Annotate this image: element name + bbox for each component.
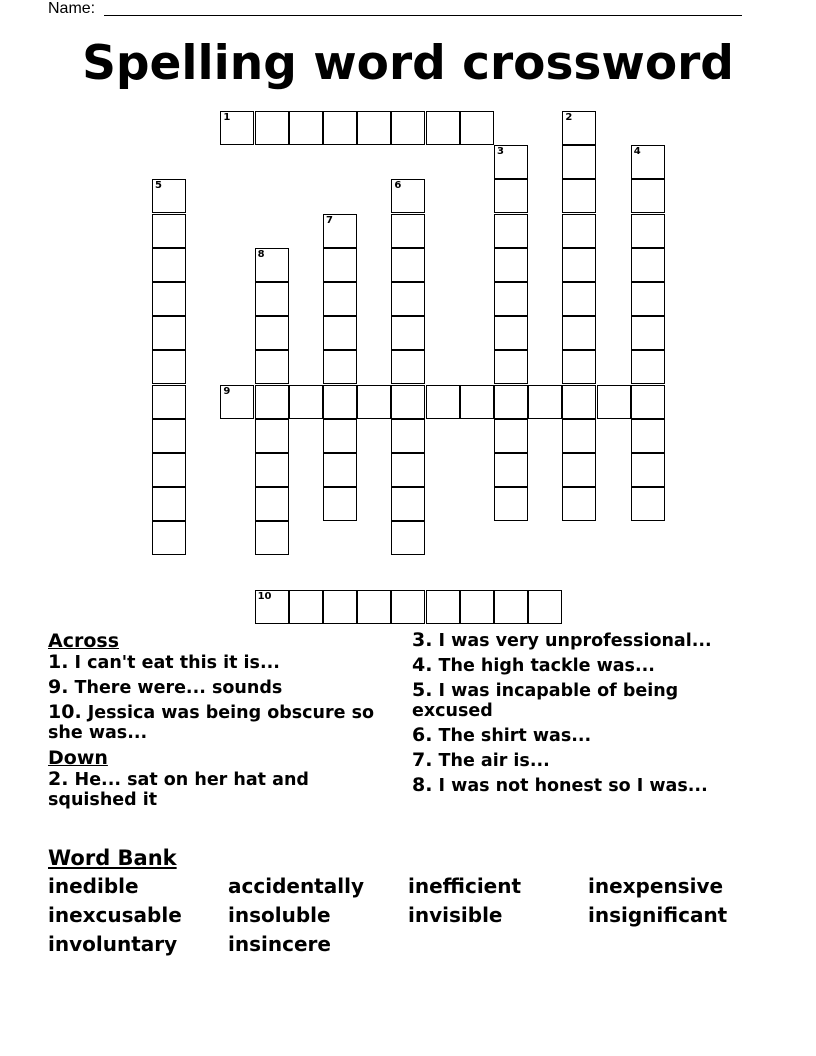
clue-number: 9 (223, 385, 231, 397)
word-bank-item: insincere (228, 932, 331, 956)
across-heading: Across (48, 630, 120, 652)
crossword-cell[interactable] (255, 521, 289, 555)
crossword-cell[interactable] (597, 385, 631, 419)
crossword-cell[interactable] (494, 350, 528, 384)
crossword-cell[interactable] (631, 487, 665, 521)
clue-number: 2 (565, 112, 573, 123)
word-bank-item: invisible (408, 903, 503, 927)
clue-item-text: I was incapable of being excused (412, 681, 679, 721)
crossword-cell[interactable] (494, 179, 528, 213)
crossword-cell[interactable] (152, 248, 186, 282)
crossword-cell[interactable] (255, 282, 289, 316)
clue-item (412, 655, 757, 676)
word-bank (48, 874, 768, 957)
clue-item-number: 7. (412, 749, 433, 771)
crossword-cell[interactable] (391, 179, 425, 213)
crossword-cell[interactable] (391, 282, 425, 316)
crossword-cell[interactable] (255, 248, 289, 282)
crossword-cell[interactable] (391, 385, 425, 419)
crossword-cell[interactable] (631, 179, 665, 213)
crossword-cell[interactable] (562, 419, 596, 453)
crossword-cell[interactable] (391, 521, 425, 555)
crossword-cell[interactable] (391, 214, 425, 248)
crossword-cell[interactable] (562, 179, 596, 213)
crossword-cell[interactable] (289, 111, 323, 145)
clues-right-column (412, 630, 757, 800)
crossword-cell[interactable] (289, 385, 323, 419)
clue-number: 1 (223, 112, 231, 123)
clue-item-number: 8. (412, 774, 433, 796)
clue-item-text: He... sat on her hat and squished it (48, 770, 309, 810)
crossword-cell[interactable] (255, 419, 289, 453)
clue-item (48, 769, 398, 810)
word-bank-item: inefficient (408, 874, 522, 898)
clue-item (412, 725, 757, 746)
clue-item-text: I can't eat this it is... (68, 653, 280, 673)
crossword-cell[interactable] (391, 248, 425, 282)
crossword-cell[interactable] (426, 111, 460, 145)
crossword-cell[interactable] (323, 590, 357, 624)
clue-item-number: 2. (48, 768, 69, 790)
crossword-cell[interactable] (631, 145, 665, 179)
crossword-cell[interactable] (323, 248, 357, 282)
crossword-cell[interactable] (255, 111, 289, 145)
clue-item-text: The shirt was... (432, 726, 592, 746)
crossword-cell[interactable] (562, 385, 596, 419)
down-clue-list-left (48, 769, 398, 810)
crossword-cell[interactable] (494, 453, 528, 487)
crossword-cell[interactable] (391, 590, 425, 624)
crossword-cell[interactable] (152, 487, 186, 521)
clue-item (412, 630, 757, 651)
crossword-cell[interactable] (631, 453, 665, 487)
clue-item (412, 750, 757, 771)
crossword-cell[interactable] (631, 419, 665, 453)
crossword-cell[interactable] (426, 385, 460, 419)
crossword-cell[interactable] (494, 248, 528, 282)
crossword-cell[interactable] (631, 214, 665, 248)
clue-number: 3 (497, 146, 504, 158)
clue-item-number: 5. (412, 679, 433, 701)
clue-item (48, 652, 398, 673)
down-heading: Down (48, 747, 108, 769)
across-clue-list (48, 652, 398, 743)
clue-item-text: There were... sounds (68, 678, 283, 698)
clue-number: 5 (155, 180, 162, 192)
crossword-cell[interactable] (323, 350, 357, 384)
crossword-cell[interactable] (494, 316, 528, 350)
word-bank-item: accidentally (228, 874, 364, 898)
crossword-cell[interactable] (152, 316, 186, 350)
crossword-cell[interactable] (460, 590, 494, 624)
crossword-cell[interactable] (562, 145, 596, 179)
crossword-cell[interactable] (391, 350, 425, 384)
crossword-cell[interactable] (323, 487, 357, 521)
crossword-cell[interactable] (391, 487, 425, 521)
crossword-cell[interactable] (357, 111, 391, 145)
clue-item-text: I was very unprofessional... (432, 631, 712, 651)
clue-item-text: I was not honest so I was... (432, 776, 708, 796)
crossword-cell[interactable] (631, 248, 665, 282)
crossword-cell[interactable] (255, 590, 289, 624)
name-label: Name: (48, 0, 96, 17)
clue-number: 4 (633, 146, 641, 158)
crossword-cell[interactable] (494, 214, 528, 248)
crossword-cell[interactable] (323, 385, 357, 419)
crossword-cell[interactable] (494, 282, 528, 316)
crossword-cell[interactable] (391, 453, 425, 487)
crossword-cell[interactable] (323, 111, 357, 145)
crossword-cell[interactable] (323, 214, 357, 248)
crossword-cell[interactable] (152, 282, 186, 316)
crossword-cell[interactable] (494, 419, 528, 453)
crossword-cell[interactable] (220, 111, 254, 145)
crossword-cell[interactable] (631, 385, 665, 419)
crossword-cell[interactable] (494, 385, 528, 419)
crossword-cell[interactable] (562, 111, 596, 145)
word-bank-heading: Word Bank (48, 846, 177, 870)
clue-item-number: 9. (48, 676, 69, 698)
clue-item-number: 6. (412, 724, 433, 746)
clue-item-number: 4. (412, 654, 433, 676)
clues-left-column (48, 630, 398, 814)
crossword-cell[interactable] (357, 590, 391, 624)
crossword-cell[interactable] (220, 385, 254, 419)
clue-item-text: The high tackle was... (432, 656, 655, 676)
crossword-cell[interactable] (391, 419, 425, 453)
crossword-cell[interactable] (631, 350, 665, 384)
crossword-cell[interactable] (323, 419, 357, 453)
crossword-cell[interactable] (426, 590, 460, 624)
crossword-cell[interactable] (255, 453, 289, 487)
crossword-cell[interactable] (323, 453, 357, 487)
crossword-cell[interactable] (562, 282, 596, 316)
crossword-cell[interactable] (391, 111, 425, 145)
crossword-cell[interactable] (562, 248, 596, 282)
clue-item (412, 680, 757, 721)
word-bank-item: inedible (48, 874, 139, 898)
clue-number: 8 (257, 248, 265, 260)
crossword-cell[interactable] (562, 214, 596, 248)
crossword-cell[interactable] (289, 590, 323, 624)
clue-item-text: The air is... (432, 751, 550, 771)
page-title: Spelling word crossword (82, 36, 734, 91)
clue-item (48, 702, 398, 743)
crossword-cell[interactable] (152, 179, 186, 213)
crossword-cell[interactable] (494, 590, 528, 624)
word-bank-item: inexpensive (588, 874, 724, 898)
crossword-cell[interactable] (152, 521, 186, 555)
clue-number: 7 (326, 214, 333, 226)
clue-item (412, 775, 757, 796)
crossword-cell[interactable] (528, 385, 562, 419)
crossword-cell[interactable] (152, 419, 186, 453)
clue-item (48, 677, 398, 698)
crossword-cell[interactable] (255, 316, 289, 350)
crossword-cell[interactable] (494, 487, 528, 521)
crossword-cell[interactable] (152, 214, 186, 248)
crossword-cell[interactable] (152, 453, 186, 487)
crossword-cell[interactable] (152, 385, 186, 419)
clue-item-number: 1. (48, 651, 69, 673)
crossword-cell[interactable] (323, 316, 357, 350)
crossword-cell[interactable] (562, 453, 596, 487)
crossword-cell[interactable] (562, 487, 596, 521)
crossword-cell[interactable] (562, 350, 596, 384)
down-clue-list-right (412, 630, 757, 796)
word-bank-item: insignificant (588, 903, 728, 927)
crossword-cell[interactable] (460, 111, 494, 145)
crossword-cell[interactable] (562, 316, 596, 350)
clue-item-number: 3. (412, 629, 433, 651)
clue-number: 6 (394, 180, 402, 192)
word-bank-item: involuntary (48, 932, 178, 956)
crossword-cell[interactable] (631, 282, 665, 316)
crossword-cell[interactable] (255, 350, 289, 384)
crossword-cell[interactable] (460, 385, 494, 419)
clue-item-number: 10. (48, 701, 82, 723)
clue-number: 10 (257, 590, 272, 602)
word-bank-item: insoluble (228, 903, 331, 927)
crossword-cell[interactable] (391, 316, 425, 350)
word-bank-item: inexcusable (48, 903, 182, 927)
crossword-cell[interactable] (631, 316, 665, 350)
crossword-cell[interactable] (152, 350, 186, 384)
crossword-cell[interactable] (494, 145, 528, 179)
crossword-cell[interactable] (255, 385, 289, 419)
crossword-cell[interactable] (323, 282, 357, 316)
crossword-cell[interactable] (255, 487, 289, 521)
crossword-cell[interactable] (357, 385, 391, 419)
clue-item-text: Jessica was being obscure so she was... (48, 703, 375, 743)
crossword-cell[interactable] (528, 590, 562, 624)
